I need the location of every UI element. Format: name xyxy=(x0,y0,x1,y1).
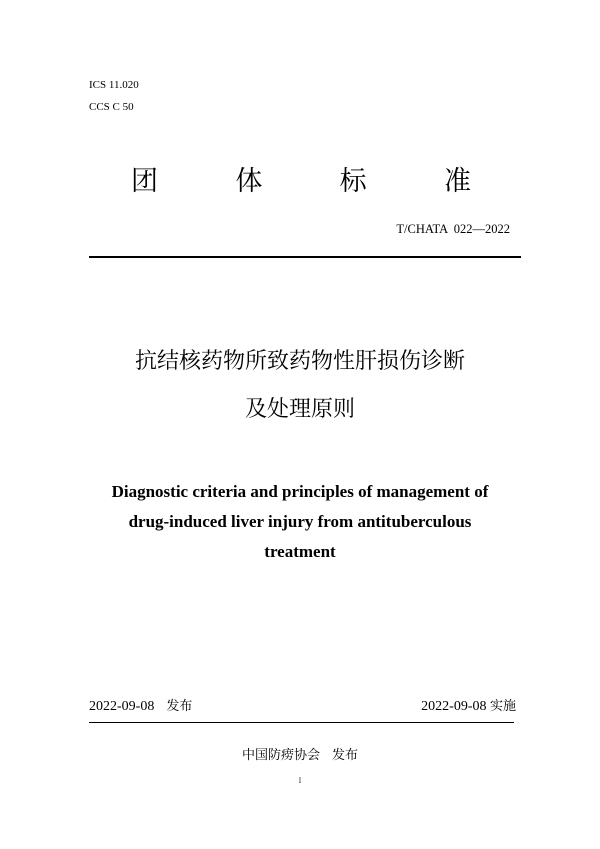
standard-type-char: 团 xyxy=(131,166,158,197)
ccs-code: CCS C 50 xyxy=(89,101,134,113)
english-title-line: treatment xyxy=(264,542,336,561)
implement-date-block xyxy=(421,698,516,716)
page-number: I xyxy=(298,776,302,785)
publisher-action: 发布 xyxy=(332,748,359,763)
standard-number: T/CHATA 022—2022 xyxy=(396,222,510,236)
chinese-title-line: 抗结核药物所致药物性肝损伤诊断 xyxy=(134,349,465,374)
english-title-line: Diagnostic criteria and principles of management of xyxy=(111,482,489,501)
implement-label: 实施 xyxy=(489,699,516,714)
publisher-line xyxy=(0,747,600,765)
standard-type-char: 准 xyxy=(443,166,471,197)
issue-date-block xyxy=(89,698,192,716)
publisher-name: 中国防痨协会 xyxy=(241,748,320,763)
english-title xyxy=(70,477,530,567)
chinese-title xyxy=(60,338,540,434)
footer-divider xyxy=(89,722,514,723)
standard-type-heading xyxy=(131,165,471,199)
issue-label: 发布 xyxy=(166,699,193,714)
standard-type-char: 体 xyxy=(235,166,263,197)
header-divider xyxy=(89,256,521,258)
ics-code: ICS 11.020 xyxy=(89,79,139,91)
issue-date: 2022-09-08 xyxy=(89,699,155,714)
english-title-line: drug-induced liver injury from antituberculous xyxy=(128,512,472,531)
standard-type-char: 标 xyxy=(339,166,367,197)
implement-date: 2022-09-08 xyxy=(421,699,487,714)
chinese-title-line: 及处理原则 xyxy=(244,397,355,422)
